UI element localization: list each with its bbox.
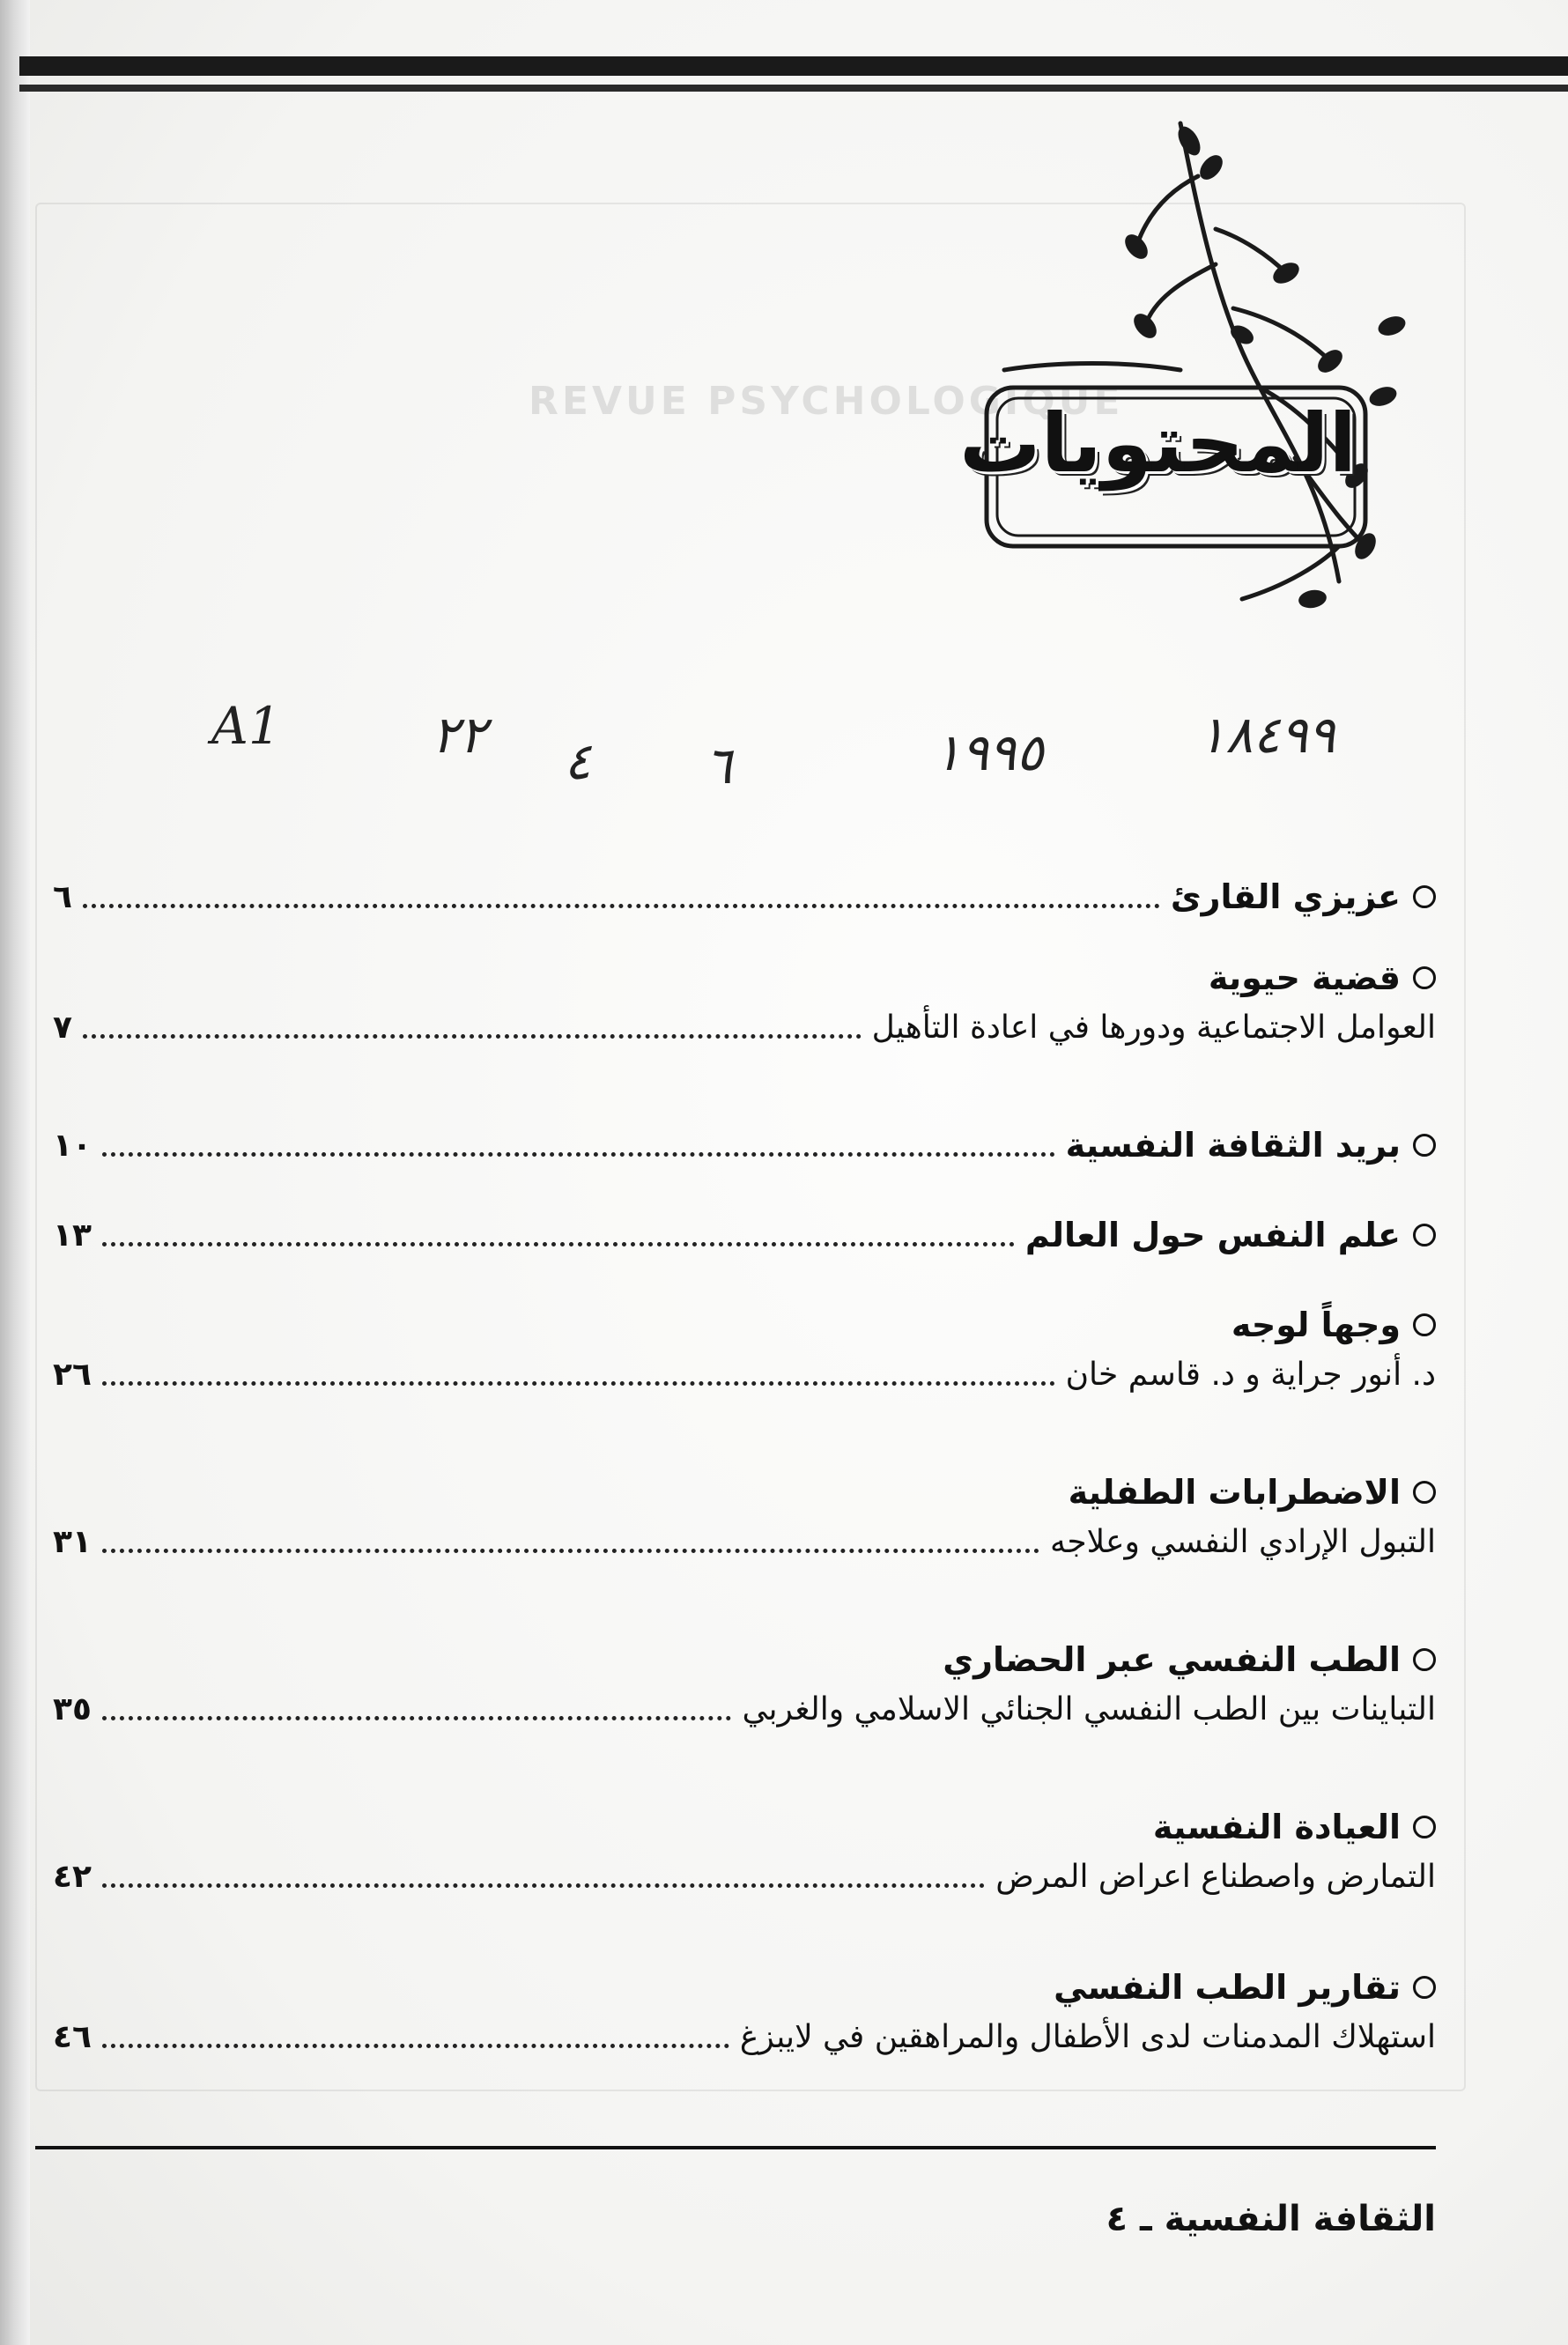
toc-line (53, 1684, 1436, 1734)
bullet-circle-icon (1413, 1648, 1436, 1671)
handwriting-ref: A1 (211, 696, 281, 756)
toc-line (53, 1210, 1436, 1260)
toc-entry (53, 1468, 1436, 1566)
dot-leader (83, 904, 1160, 908)
toc-section-title: عزيزي القارئ (1170, 877, 1401, 916)
toc-page-number: ٣١ (53, 1523, 92, 1560)
toc-entry (53, 1635, 1436, 1734)
handwriting-accession: ١٨٤٩٩ (1198, 705, 1335, 765)
toc-entry (53, 1210, 1436, 1260)
binding-spine (0, 0, 30, 2345)
page-footer: الثقافة النفسية ـ ٤ (1106, 2199, 1436, 2239)
toc-page-number: ٤٢ (53, 1858, 92, 1895)
toc-section-title: الطب النفسي عبر الحضاري (943, 1640, 1401, 1679)
toc-entry (53, 1802, 1436, 1901)
dot-leader (102, 2044, 729, 2048)
page-title: المحتويات (959, 396, 1357, 491)
dot-leader (102, 1883, 985, 1888)
toc-entry (53, 1963, 1436, 2061)
toc-article-title: د. أنور جراية و د. قاسم خان (1065, 1356, 1436, 1393)
top-rule (19, 56, 1568, 76)
toc-section-title: العيادة النفسية (1152, 1808, 1401, 1846)
dot-leader (102, 1381, 1055, 1386)
handwriting-year: ١٩٩٥ (934, 722, 1044, 782)
toc-section (53, 953, 1436, 1002)
toc-entry (53, 1121, 1436, 1170)
toc-section (53, 1963, 1436, 2012)
toc-line (53, 1121, 1436, 1170)
bullet-circle-icon (1413, 1313, 1436, 1336)
handwriting-number: ٦ (705, 736, 733, 795)
bleed-through-text: REVUE PSYCHOLOGIQUE (529, 379, 1124, 424)
dot-leader (102, 1242, 1015, 1246)
toc-entry (53, 953, 1436, 1052)
toc-page-number: ٢٦ (53, 1356, 92, 1393)
toc-section-title: قضية حيوية (1208, 958, 1401, 997)
toc-section-title: علم النفس حول العالم (1024, 1216, 1401, 1254)
toc-page-number: ١٠ (53, 1127, 92, 1164)
toc-section-title: وجهاً لوجه (1231, 1306, 1401, 1344)
toc-page-number: ٣٥ (53, 1690, 92, 1727)
toc-article-title: التباينات بين الطب النفسي الجنائي الاسلامي والغربي (742, 1690, 1436, 1727)
bullet-circle-icon (1413, 1224, 1436, 1246)
bullet-circle-icon (1413, 966, 1436, 989)
toc-section-title: تقارير الطب النفسي (1054, 1968, 1401, 2007)
toc-line (53, 2012, 1436, 2061)
top-rule-thin (19, 85, 1568, 92)
toc-line (53, 1002, 1436, 1052)
toc-page-number: ٤٦ (53, 2018, 92, 2055)
dot-leader (102, 1716, 732, 1720)
handwriting-month: ٤ (564, 731, 592, 791)
toc-section-title: الاضطرابات الطفلية (1068, 1473, 1401, 1512)
dot-leader (83, 1034, 862, 1039)
toc-section-title: بريد الثقافة النفسية (1065, 1126, 1401, 1165)
dot-leader (102, 1549, 1039, 1553)
toc-article-title: استهلاك المدمنات لدى الأطفال والمراهقين في لايبزغ (739, 2018, 1436, 2055)
toc-article-title: التمارض واصطناع اعراض المرض (995, 1858, 1436, 1895)
toc-entry (53, 872, 1436, 921)
toc-line (53, 1852, 1436, 1901)
bullet-circle-icon (1413, 1481, 1436, 1504)
toc-section (53, 1468, 1436, 1517)
toc-line (53, 1517, 1436, 1566)
bullet-circle-icon (1413, 1976, 1436, 1999)
toc-section (53, 1300, 1436, 1350)
handwriting-day: ٢٢ (432, 705, 487, 765)
toc-page-number: ٦ (53, 878, 72, 915)
toc-article-title: العوامل الاجتماعية ودورها في اعادة التأهيل (871, 1009, 1436, 1046)
toc-entry (53, 1300, 1436, 1399)
toc-line (53, 872, 1436, 921)
toc-article-title: التبول الإرادي النفسي وعلاجه (1050, 1523, 1436, 1560)
toc-section (53, 1802, 1436, 1852)
bullet-circle-icon (1413, 1134, 1436, 1157)
dot-leader (102, 1152, 1055, 1157)
branch-ornament-icon (951, 106, 1445, 617)
bottom-rule (35, 2146, 1436, 2149)
toc-page-number: ١٣ (53, 1217, 92, 1254)
toc-line (53, 1350, 1436, 1399)
bullet-circle-icon (1413, 1816, 1436, 1838)
bullet-circle-icon (1413, 885, 1436, 908)
toc-page-number: ٧ (53, 1009, 72, 1046)
title-ornament (951, 106, 1445, 617)
toc-section (53, 1635, 1436, 1684)
